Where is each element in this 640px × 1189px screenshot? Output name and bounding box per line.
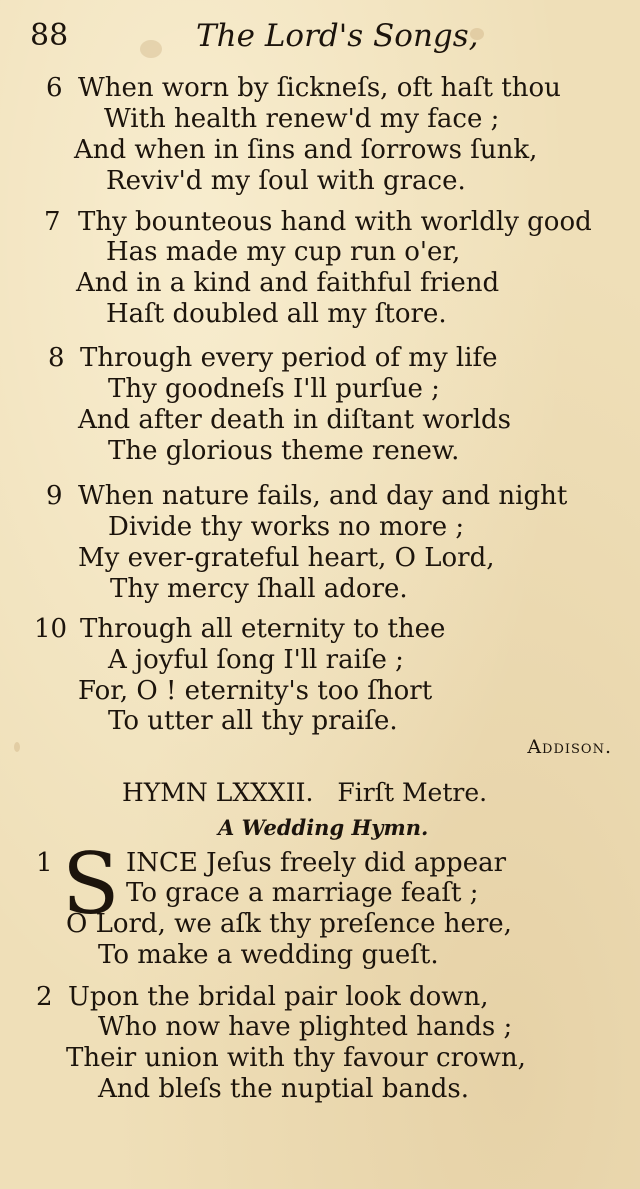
- stanza-number: 6: [46, 73, 63, 103]
- verse-line: Through every period of my life: [80, 343, 498, 373]
- verse-line: Their union with thy favour crown,: [66, 1043, 526, 1073]
- verse-line: And after death in diſtant worlds: [78, 405, 512, 435]
- page-header: [0, 18, 640, 58]
- verse-line: And bleſs the nuptial bands.: [98, 1074, 469, 1104]
- hymn-title: [122, 778, 487, 807]
- verse-line: When worn by ſickneſs, oft haſt thou: [78, 73, 561, 103]
- stanza-number: 1: [36, 848, 53, 878]
- author-attribution: Addison.: [527, 736, 612, 758]
- hymn-meter: Firſt Metre.: [337, 778, 488, 807]
- verse-line: O Lord, we aſk thy preſence here,: [66, 909, 512, 939]
- stanza-number: 7: [44, 207, 61, 237]
- verse-line: Through all eternity to thee: [80, 614, 446, 644]
- verse-line: Thy bounteous hand with worldly good: [78, 207, 592, 237]
- verse-line: A joyful ſong I'll raiſe ;: [108, 645, 404, 675]
- stanza-number: 10: [34, 614, 68, 644]
- verse-line: Haſt doubled all my ſtore.: [106, 299, 447, 329]
- verse-line: My ever-grateful heart, O Lord,: [78, 543, 495, 573]
- verse-line: When nature fails, and day and night: [78, 481, 568, 511]
- running-title: The Lord's Songs,: [196, 18, 479, 54]
- verse-line: INCE Jeſus freely did appear: [126, 848, 507, 878]
- verse-line: Upon the bridal pair look down,: [68, 982, 489, 1012]
- verse-line: Reviv'd my ſoul with grace.: [106, 166, 466, 196]
- verse-line: To grace a marriage feaſt ;: [126, 878, 479, 908]
- hymn-subtitle: A Wedding Hymn.: [218, 815, 429, 840]
- verse-line: Thy goodneſs I'll purſue ;: [108, 374, 440, 404]
- verse-line: With health renew'd my face ;: [104, 104, 500, 134]
- stanza-number: 2: [36, 982, 53, 1012]
- verse-line: To utter all thy praiſe.: [108, 706, 398, 736]
- verse-line: And in a kind and faithful friend: [76, 268, 500, 298]
- page-number: 88: [30, 18, 69, 53]
- verse-line: Who now have plighted hands ;: [98, 1012, 513, 1042]
- verse-line: And when in ſins and ſorrows ſunk,: [74, 135, 538, 165]
- verse-line: For, O ! eternity's too ſhort: [78, 676, 433, 706]
- verse-line: Divide thy works no more ;: [108, 512, 465, 542]
- verse-line: The glorious theme renew.: [108, 436, 460, 466]
- stanza-number: 8: [48, 343, 65, 373]
- verse-line: To make a wedding gueſt.: [98, 940, 439, 970]
- drop-cap: S: [62, 835, 120, 933]
- stanza-number: 9: [46, 481, 63, 511]
- foxing-spot: [14, 742, 20, 752]
- hymn-number: HYMN LXXXII.: [122, 778, 314, 807]
- verse-line: Has made my cup run o'er,: [106, 237, 461, 267]
- verse-line: Thy mercy ſhall adore.: [110, 574, 408, 604]
